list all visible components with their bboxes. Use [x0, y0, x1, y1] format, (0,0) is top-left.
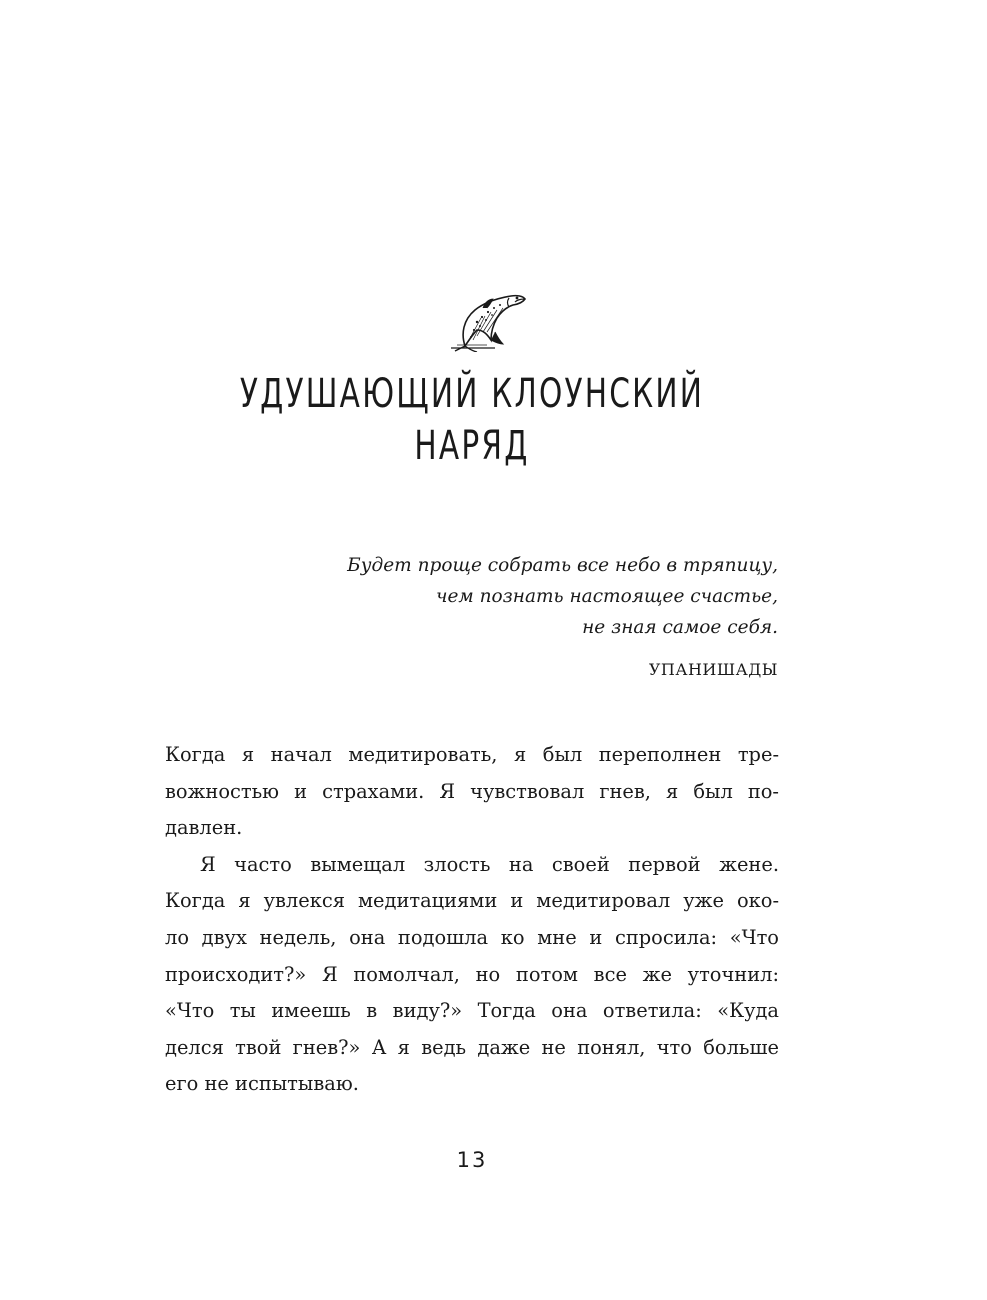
- text-line: Когда я увлекся медитациями и медитировал уже око-: [165, 889, 779, 913]
- text-line: делся твой гнев?» А я ведь даже не понял, что больше: [165, 1035, 779, 1059]
- epigraph-line: чем познать настоящее счастье,: [435, 586, 778, 607]
- text-line: Я часто вымещал злость на своей первой жене.: [200, 852, 779, 876]
- chapter-title-line: НАРЯД: [414, 423, 530, 469]
- text-line: ло двух недель, она подошла ко мне и спросила: «Что: [165, 925, 779, 949]
- chapter-title-line: УДУШАЮЩИЙ КЛОУНСКИЙ: [239, 371, 705, 417]
- text-line: Когда я начал медитировать, я был переполнен тре-: [165, 743, 779, 766]
- epigraph-source: УПАНИШАДЫ: [648, 660, 778, 679]
- text-line: вожностью и страхами. Я чувствовал гнев, я был по-: [165, 779, 779, 803]
- text-line: его не испытываю.: [165, 1072, 359, 1096]
- text-line: происходит?» Я помолчал, но потом все же уточнил:: [165, 962, 779, 986]
- epigraph: [218, 550, 778, 682]
- text-line: давлен.: [165, 816, 243, 840]
- page-number: 13: [456, 1148, 488, 1172]
- text-line: «Что ты имеешь в виду?» Тогда она ответила: «Куда: [165, 999, 779, 1023]
- chapter-title: [234, 368, 711, 472]
- epigraph-line: не зная самое себя.: [582, 617, 778, 638]
- salmon-icon: [447, 290, 529, 352]
- epigraph-line: Будет проще собрать все небо в тряпицу,: [347, 555, 778, 576]
- body-text: [165, 737, 779, 1103]
